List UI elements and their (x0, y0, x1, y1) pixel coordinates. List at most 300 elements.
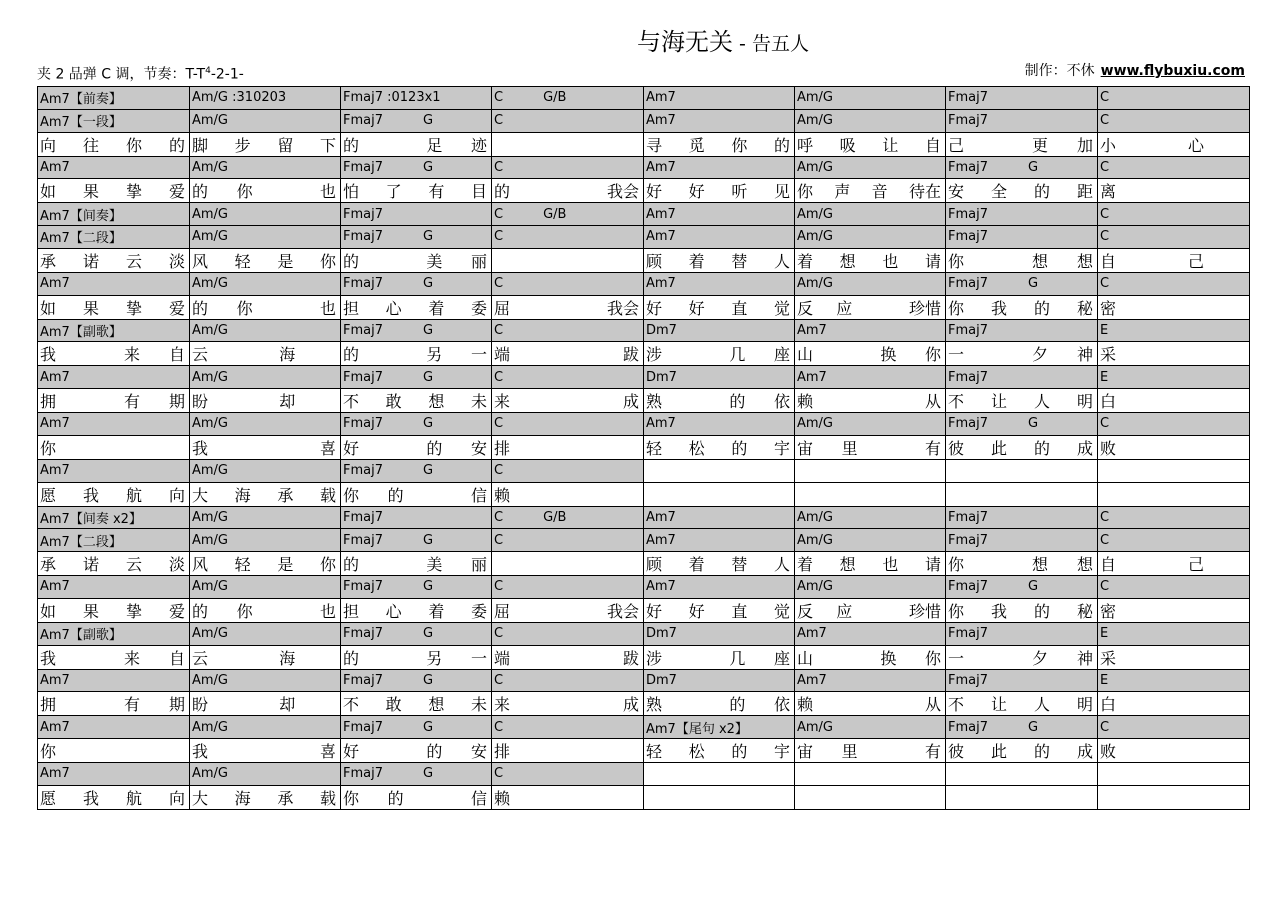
lyric-chars (192, 692, 340, 715)
lyric-char: 我 (990, 298, 1007, 318)
lyric-char: 熟 (646, 392, 663, 411)
lyric-cell (644, 132, 795, 156)
lyric-cell (795, 739, 946, 763)
lyric-chars (343, 436, 491, 459)
lyric-char: 安 (470, 742, 487, 761)
lyric-char: 航 (125, 485, 142, 505)
lyric-char (884, 389, 894, 412)
lyric-char (1149, 436, 1159, 459)
lyric-cell (190, 179, 341, 203)
lyric-cell (1098, 342, 1250, 366)
lyric-char (432, 483, 442, 506)
lyric-cell (341, 598, 492, 622)
lyric-cell (492, 248, 644, 272)
lyric-cell (644, 692, 795, 716)
lyric-char: 诺 (82, 251, 99, 271)
lyric-char: 请 (924, 251, 941, 271)
lyric-chars (192, 436, 340, 459)
lyric-cell (946, 179, 1098, 203)
lyric-char: 你 (924, 648, 941, 668)
lyric-char (432, 786, 442, 809)
lyric-cell (946, 342, 1098, 366)
lyric-char: 好 (646, 298, 663, 318)
lyric-char (1235, 739, 1245, 762)
lyric-chars (192, 389, 340, 412)
lyric-char: 成 (1076, 742, 1093, 761)
lyric-chars (1100, 133, 1249, 156)
chord-name: Fmaj7 (948, 579, 988, 595)
lyric-row (38, 248, 1250, 272)
lyric-char: 拥 (40, 392, 57, 411)
chord-cell: C (1098, 226, 1250, 249)
chord-name: Fmaj7 (343, 276, 383, 292)
chord-cell (341, 156, 492, 179)
chord-cell: C (1098, 576, 1250, 599)
lyric-char: 风 (192, 251, 209, 271)
lyric-char: 丽 (470, 251, 487, 271)
lyric-chars (646, 739, 794, 762)
lyric-char: 的 (731, 438, 748, 458)
lyric-char: 己 (1187, 555, 1204, 574)
lyric-chars (494, 436, 643, 459)
chord-name: G (423, 626, 434, 642)
lyric-cell (795, 552, 946, 576)
lyric-cell (492, 435, 644, 459)
lyric-chars (343, 133, 491, 156)
lyric-cell (190, 739, 341, 763)
lyric-char (1235, 249, 1245, 272)
lyric-char: 海 (234, 485, 251, 505)
chord-cell (946, 763, 1098, 786)
lyric-char: 载 (319, 788, 336, 808)
lyric-char: 排 (494, 438, 511, 458)
lyric-char (582, 342, 592, 365)
lyric-char (1149, 646, 1159, 669)
lyric-char: 也 (882, 251, 899, 271)
lyric-chars (343, 249, 491, 272)
lyric-cell (795, 598, 946, 622)
lyric-cell (492, 598, 644, 622)
lyric-chars (1100, 739, 1249, 762)
lyric-cell (38, 482, 190, 506)
lyric-cell (1098, 295, 1250, 319)
chord-cell: Am7 (644, 529, 795, 552)
chord-cell: Fmaj7 (341, 203, 492, 226)
lyric-cell (644, 598, 795, 622)
lyric-cell (795, 692, 946, 716)
lyric-char: 向 (168, 788, 185, 808)
chord-name: Fmaj7 (948, 276, 988, 292)
lyric-char: 愿 (40, 788, 57, 808)
lyric-chars (797, 599, 945, 622)
lyric-char (1147, 249, 1157, 272)
chord-cell (946, 576, 1098, 599)
lyric-char (85, 342, 95, 365)
lyric-chars (1100, 249, 1249, 272)
lyric-char: 风 (192, 555, 209, 574)
lyric-cell (341, 785, 492, 809)
lyric-char: 采 (1100, 345, 1117, 365)
chord-name: G (423, 113, 434, 129)
lyric-char: 你 (948, 298, 965, 318)
lyric-cell (946, 739, 1098, 763)
lyric-cell (38, 389, 190, 413)
lyric-cell (946, 598, 1098, 622)
lyric-char: 着 (797, 555, 814, 574)
lyric-char (1235, 552, 1245, 575)
lyric-chars (646, 249, 794, 272)
lyric-char: 挚 (125, 601, 142, 621)
lyric-char (326, 692, 336, 715)
lyric-char: 爱 (168, 601, 185, 621)
lyric-char: 想 (1076, 251, 1093, 271)
lyric-char: 松 (688, 438, 705, 458)
lyric-char (691, 646, 701, 669)
lyric-char: 的 (343, 555, 360, 574)
chord-row (38, 413, 1250, 436)
lyric-char (281, 599, 291, 622)
chord-cell: Am/G (795, 87, 946, 110)
lyric-cell (190, 785, 341, 809)
lyric-chars (797, 436, 945, 459)
lyric-char: 的 (192, 601, 209, 621)
chord-cell (341, 366, 492, 389)
lyric-char (388, 646, 398, 669)
lyric-char: 此 (990, 438, 1007, 458)
lyric-cell (795, 179, 946, 203)
lyric-char: 觉 (773, 601, 790, 621)
lyric-cell (946, 435, 1098, 459)
lyric-cell (38, 692, 190, 716)
chord-cell: Am7【间奏】 (38, 203, 190, 226)
lyric-chars (494, 483, 643, 506)
lyric-char: 未 (470, 695, 487, 715)
lyric-char: 丽 (470, 555, 487, 574)
lyric-chars (646, 389, 794, 412)
lyric-char: 承 (40, 555, 57, 574)
chord-name: G (423, 719, 434, 735)
chord-cell: Am/G (190, 763, 341, 786)
lyric-cell (38, 179, 190, 203)
lyric-char: 应 (836, 298, 853, 318)
lyric-cell (1098, 739, 1250, 763)
lyric-char: 信 (470, 788, 487, 808)
lyric-char: 觉 (773, 298, 790, 318)
lyric-cell (38, 739, 190, 763)
chord-cell: C (492, 109, 644, 132)
lyric-char (1192, 739, 1202, 762)
lyric-cell (1098, 598, 1250, 622)
lyric-char: 轻 (234, 251, 251, 271)
lyric-char: 期 (168, 392, 185, 411)
lyric-char (543, 483, 553, 506)
lyric-chars (1100, 389, 1249, 412)
lyric-cell (38, 645, 190, 669)
lyric-char (1192, 646, 1202, 669)
chord-cell: C (1098, 506, 1250, 529)
lyric-char (281, 296, 291, 319)
lyric-cell (341, 342, 492, 366)
song-title (80, 26, 1286, 60)
lyric-char: 你 (343, 788, 360, 808)
lyric-row (38, 482, 1250, 506)
lyric-char: 听 (731, 182, 748, 202)
lyric-char (691, 389, 701, 412)
lyric-char: 的 (1033, 182, 1050, 202)
chord-cell: Am7【副歌】 (38, 319, 190, 342)
site-link[interactable]: www.flybuxiu.com (1100, 63, 1245, 79)
lyric-char: 海 (234, 788, 251, 808)
lyric-char: 如 (40, 601, 57, 621)
lyric-chars (192, 739, 340, 762)
chord-cell: Am/G (190, 226, 341, 249)
chord-cell: Fmaj7 (946, 87, 1098, 110)
chord-cell (341, 459, 492, 482)
lyric-cell (644, 295, 795, 319)
chord-cell: C (1098, 87, 1250, 110)
chord-row (38, 506, 1250, 529)
lyric-cell (644, 342, 795, 366)
lyric-char: 期 (168, 695, 185, 715)
lyric-char: 想 (1032, 555, 1049, 574)
lyric-char: 好 (688, 182, 705, 202)
lyric-char: 如 (40, 298, 57, 318)
lyric-char: 不 (343, 695, 360, 715)
lyric-cell (38, 342, 190, 366)
lyric-cell (1098, 785, 1250, 809)
lyric-char (536, 599, 546, 622)
lyric-cell (341, 739, 492, 763)
lyric-char: 直 (731, 298, 748, 318)
lyric-char: 不 (948, 695, 965, 715)
chord-row (38, 622, 1250, 645)
lyric-cell (492, 552, 644, 576)
lyric-chars (948, 599, 1097, 622)
lyric-char: 排 (494, 742, 511, 761)
lyric-char: 换 (880, 345, 897, 365)
chord-cell: Am/G (795, 226, 946, 249)
chord-cell: Am/G :310203 (190, 87, 341, 110)
lyric-char: 却 (279, 695, 296, 715)
lyric-chars (797, 296, 945, 319)
chord-cell: Am7 (644, 109, 795, 132)
lyric-char (536, 179, 546, 202)
lyric-char: 果 (82, 601, 99, 621)
lyric-char: 明 (1076, 695, 1093, 715)
lyric-char: 神 (1076, 345, 1093, 365)
lyric-char: 反 (797, 298, 814, 318)
lyric-char (629, 436, 639, 459)
lyric-chars (40, 552, 189, 575)
chord-cell: C (1098, 109, 1250, 132)
chord-cell: Am7 (38, 272, 190, 295)
lyric-char: 你 (236, 601, 253, 621)
lyric-char: 的 (773, 135, 790, 155)
lyric-char: 呼 (797, 135, 814, 155)
lyric-cell (946, 552, 1098, 576)
lyric-char: 愿 (40, 485, 57, 505)
lyric-char (388, 739, 398, 762)
chord-cell (341, 529, 492, 552)
chord-name: G (423, 579, 434, 595)
lyric-char: 来 (124, 648, 141, 668)
chord-name: G (423, 416, 434, 432)
lyric-char: 有 (124, 392, 141, 411)
lyric-char: 你 (319, 555, 336, 574)
lyric-char: 好 (688, 601, 705, 621)
lyric-char: 委 (470, 601, 487, 621)
lyric-char: 是 (277, 555, 294, 574)
lyric-char: 安 (470, 438, 487, 458)
lyric-char (239, 389, 249, 412)
lyric-row (38, 785, 1250, 809)
lyric-cell (795, 342, 946, 366)
chord-cell: Am7 (38, 763, 190, 786)
lyric-cell (341, 179, 492, 203)
lyric-char: 小 (1100, 135, 1117, 155)
chord-cell: Am/G (190, 459, 341, 482)
lyric-char: 委 (470, 298, 487, 318)
lyric-char: 脚 (192, 135, 209, 155)
lyric-char: 一 (948, 345, 965, 365)
lyric-cell (795, 248, 946, 272)
lyric-char (571, 599, 581, 622)
lyric-char (571, 179, 581, 202)
chord-name: G/B (543, 206, 567, 222)
artist-separator: - (733, 33, 752, 55)
lyric-chars (192, 249, 340, 272)
lyric-char (326, 342, 336, 365)
credit-text: 制作：不休 (1024, 63, 1095, 79)
lyric-cell (341, 692, 492, 716)
lyric-char (886, 739, 896, 762)
lyric-char: 足 (426, 135, 443, 155)
lyric-cell (492, 295, 644, 319)
lyric-char: 里 (841, 742, 858, 761)
lyric-char: 担 (343, 601, 360, 621)
chord-cell: Fmaj7 (946, 529, 1098, 552)
lyric-char (586, 786, 596, 809)
lyric-char (629, 483, 639, 506)
lyric-cell (190, 295, 341, 319)
lyric-char: 淡 (168, 555, 185, 574)
lyric-chars (40, 739, 189, 762)
lyric-chars (40, 599, 189, 622)
lyric-char: 宙 (797, 438, 814, 458)
lyric-char: 神 (1076, 648, 1093, 668)
lyric-cell (341, 132, 492, 156)
lyric-char: 的 (1033, 298, 1050, 318)
lyric-char: 我会 (606, 298, 639, 318)
chord-cell: C (492, 716, 644, 739)
lyric-char (388, 342, 398, 365)
lyric-char: 吸 (839, 135, 856, 155)
chord-name: G (423, 159, 434, 175)
lyric-char (884, 692, 894, 715)
lyric-char (541, 342, 551, 365)
lyric-char: 的 (343, 135, 360, 155)
lyric-char (543, 786, 553, 809)
chord-name: Fmaj7 (343, 229, 383, 245)
lyric-char (1235, 436, 1245, 459)
lyric-char: 我 (990, 601, 1007, 621)
chord-cell (341, 319, 492, 342)
lyric-char (239, 692, 249, 715)
chord-cell: Dm7 (644, 669, 795, 692)
lyric-char: 几 (729, 648, 746, 668)
chord-row (38, 109, 1250, 132)
lyric-cell (492, 692, 644, 716)
lyric-char: 密 (1100, 601, 1117, 621)
chord-row (38, 203, 1250, 226)
lyric-char: 的 (729, 392, 746, 411)
lyric-char: 好 (646, 182, 663, 202)
lyric-cell (946, 295, 1098, 319)
lyric-char: 担 (343, 298, 360, 318)
lyric-char: 想 (839, 251, 856, 271)
lyric-cell (341, 645, 492, 669)
lyric-cell (644, 179, 795, 203)
lyric-chars (494, 739, 643, 762)
chord-name: Fmaj7 (948, 719, 988, 735)
lyric-char: 我 (82, 485, 99, 505)
lyric-char: 诺 (82, 555, 99, 574)
chord-row (38, 716, 1250, 739)
lyric-char (586, 436, 596, 459)
lyric-char: 我 (40, 345, 57, 365)
lyric-chars (1100, 342, 1249, 365)
lyric-char: 的 (192, 182, 209, 202)
chord-cell: Am/G (795, 156, 946, 179)
lyric-char: 下 (319, 135, 336, 155)
lyric-char: 让 (882, 135, 899, 155)
lyric-char (1192, 692, 1202, 715)
lyric-char: 端 (494, 648, 511, 668)
chord-cell: Am7【二段】 (38, 226, 190, 249)
lyric-chars (192, 552, 340, 575)
chord-sheet-table (37, 86, 1250, 810)
lyric-char: 迹 (470, 135, 487, 155)
lyric-chars (343, 389, 491, 412)
chord-cell: Am7 (644, 413, 795, 436)
lyric-char: 觅 (688, 135, 705, 155)
chord-cell: Am/G (190, 506, 341, 529)
lyric-char: 心 (1187, 135, 1204, 155)
lyric-char: 却 (279, 392, 296, 411)
lyric-chars (40, 389, 189, 412)
chord-cell: E (1098, 669, 1250, 692)
lyric-chars (1100, 296, 1249, 319)
lyric-cell (946, 645, 1098, 669)
lyric-char: 屈 (494, 601, 511, 621)
lyric-chars (192, 646, 340, 669)
lyric-char (326, 389, 336, 412)
lyric-cell (644, 248, 795, 272)
lyric-char: 你 (319, 251, 336, 271)
lyric-char: 海 (279, 648, 296, 668)
chord-row (38, 87, 1250, 110)
lyric-char: 着 (688, 251, 705, 271)
lyric-chars (494, 646, 643, 669)
lyric-char: 珍惜 (908, 601, 941, 621)
lyric-char: 轻 (646, 742, 663, 761)
lyric-char: 音 (871, 182, 888, 202)
lyric-cell (190, 389, 341, 413)
lyric-char: 替 (731, 251, 748, 271)
lyric-char (1235, 179, 1245, 202)
lyric-char: 应 (836, 601, 853, 621)
chord-cell: Am7 (644, 576, 795, 599)
